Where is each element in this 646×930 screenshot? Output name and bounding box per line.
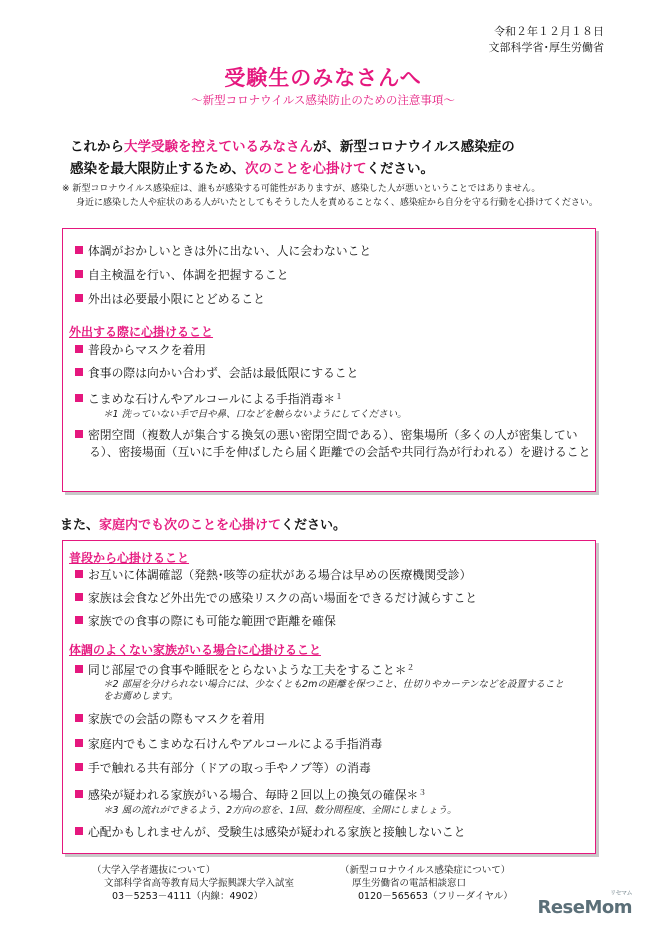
list-item	[75, 736, 580, 753]
footnote-ref: ２	[406, 663, 415, 672]
bullet-icon	[75, 294, 83, 302]
bullet-icon	[75, 430, 83, 438]
bullet-icon	[75, 570, 83, 578]
note-text	[62, 182, 602, 210]
also-highlight: 家庭内でも次のことを心掛けて	[99, 518, 282, 533]
household-box	[62, 540, 596, 854]
list-item	[75, 365, 580, 382]
section-heading: 体調のよくない家族がいる場合に心掛けること	[69, 643, 322, 657]
footnote: ＊2 部屋を分けられない場合には、少なくとも2mの距離を保つこと、仕切りやカーテンなどを設置することをお薦めします。	[103, 679, 564, 702]
note-line: ※ 新型コロナウイルス感染症は、誰もが感染する可能性がありますが、感染した人が悪いということではありません。	[62, 184, 541, 194]
logo-text: ReseMom	[537, 897, 632, 918]
contact-line: 文部科学省高等教育局大学振興課大学入試室	[104, 878, 295, 889]
intro-part: これから	[70, 139, 124, 155]
list-item	[75, 824, 580, 841]
contact-line: （大学入学者選抜について）	[92, 865, 216, 876]
item-text: 心配かもしれませんが、受験生は感染が疑われる家族と接触しないこと	[88, 825, 466, 839]
list-item	[75, 784, 580, 804]
note-line: 身近に感染した人や症状のある人がいたとしてもそうした人を責めることなく、感染症から自分を守る行動を心掛けてください。	[76, 198, 598, 208]
intro-part: ください。	[366, 161, 434, 177]
bullet-icon	[75, 593, 83, 601]
item-text: 体調がおかしいときは外に出ない、人に会わないこと	[88, 244, 372, 258]
item-text: 家族での食事の際にも可能な範囲で距離を確保	[88, 614, 336, 628]
footnote-ref: ３	[418, 788, 427, 797]
item-text: 家庭内でもこまめな石けんやアルコールによる手指消毒	[88, 737, 383, 751]
contact-line: 厚生労働省の電話相談窓口	[352, 878, 467, 889]
date: 令和２年１２月１８日	[494, 25, 604, 38]
bullet-icon	[75, 345, 83, 353]
list-item	[75, 567, 580, 584]
footnote: ＊3 風の流れができるよう、2方向の窓を、1回、数分間程度、全開にしましょう。	[103, 805, 457, 816]
intro-text	[70, 136, 610, 180]
bullet-icon	[75, 763, 83, 771]
bullet-icon	[75, 714, 83, 722]
section-heading: 外出する際に心掛けること	[69, 325, 214, 339]
item-text: 家族での会話の際もマスクを着用	[88, 712, 265, 726]
footnote-ref: １	[335, 392, 344, 401]
contact-mhlw	[340, 864, 513, 903]
list-item	[75, 388, 580, 408]
bullet-icon	[75, 368, 83, 376]
bullet-icon	[75, 827, 83, 835]
item-text: こまめな石けんやアルコールによる手指消毒＊	[88, 392, 336, 406]
intro-part: が、新型コロナウイルス感染症の	[313, 139, 515, 155]
list-item	[75, 427, 594, 461]
list-item	[75, 267, 580, 284]
item-text: 家族は会食など外出先での感染リスクの高い場面をできるだけ減らすこと	[88, 591, 478, 605]
list-item	[75, 711, 580, 728]
item-text: 密閉空間（複数人が集合する換気の悪い密閉空間である）、密集場所（多くの人が密集している）、密接場面（互いに手を伸ばしたら届く距離での会話や共同行為が行われる）を避けること	[88, 428, 591, 459]
intro-part: 感染を最大限防止するため、	[70, 161, 245, 177]
item-text: 感染が疑われる家族がいる場合、毎時２回以上の換気の確保＊	[88, 788, 419, 802]
list-item	[75, 590, 580, 607]
intro-highlight: 大学受験を控えているみなさん	[124, 139, 313, 155]
bullet-icon	[75, 616, 83, 624]
household-heading	[60, 514, 346, 533]
ministry: 文部科学省･厚生労働省	[488, 41, 604, 54]
bullet-icon	[75, 270, 83, 278]
item-text: 手で触れる共有部分（ドアの取っ手やノブ等）の消毒	[88, 761, 371, 775]
list-item	[75, 613, 580, 630]
bullet-icon	[75, 246, 83, 254]
list-item	[75, 760, 580, 777]
date-header	[489, 24, 605, 56]
bullet-icon	[75, 790, 83, 798]
item-text: 自主検温を行い、体調を把握すること	[88, 268, 289, 282]
list-item	[75, 342, 580, 359]
also-part: また、	[60, 518, 100, 533]
item-text: 同じ部屋での食事や睡眠をとらないような工夫をすること＊	[88, 663, 407, 677]
contact-mext	[92, 864, 294, 903]
section-heading: 普段から心掛けること	[69, 551, 190, 565]
item-text: お互いに体調確認（発熱･咳等の症状がある場合は早めの医療機関受診）	[88, 568, 472, 582]
list-item	[75, 243, 580, 260]
bullet-icon	[75, 665, 83, 673]
list-item	[75, 291, 580, 308]
page-title: 受験生のみなさんへ	[224, 66, 422, 90]
precautions-box	[62, 228, 596, 492]
page-subtitle: ～新型コロナウイルス感染防止のための注意事項～	[191, 93, 455, 107]
contact-line: 0120－565653（フリーダイヤル）	[358, 891, 513, 902]
footnote: ＊1 洗っていない手で目や鼻、口などを触らないようにしてください。	[103, 409, 407, 420]
item-text: 食事の際は向かい合わず、会話は最低限にすること	[88, 366, 359, 380]
logo-small-text: リセマム	[610, 890, 632, 897]
intro-highlight: 次のことを心掛けて	[244, 161, 367, 177]
list-item	[75, 659, 580, 679]
item-text: 普段からマスクを着用	[88, 343, 206, 357]
item-text: 外出は必要最小限にとどめること	[88, 292, 265, 306]
contact-line: （新型コロナウイルス感染症について）	[340, 865, 511, 876]
bullet-icon	[75, 394, 83, 402]
also-part: ください。	[281, 518, 347, 533]
bullet-icon	[75, 739, 83, 747]
contact-line: 03－5253－4111（内線：4902）	[112, 891, 264, 902]
resemom-logo	[537, 890, 632, 918]
